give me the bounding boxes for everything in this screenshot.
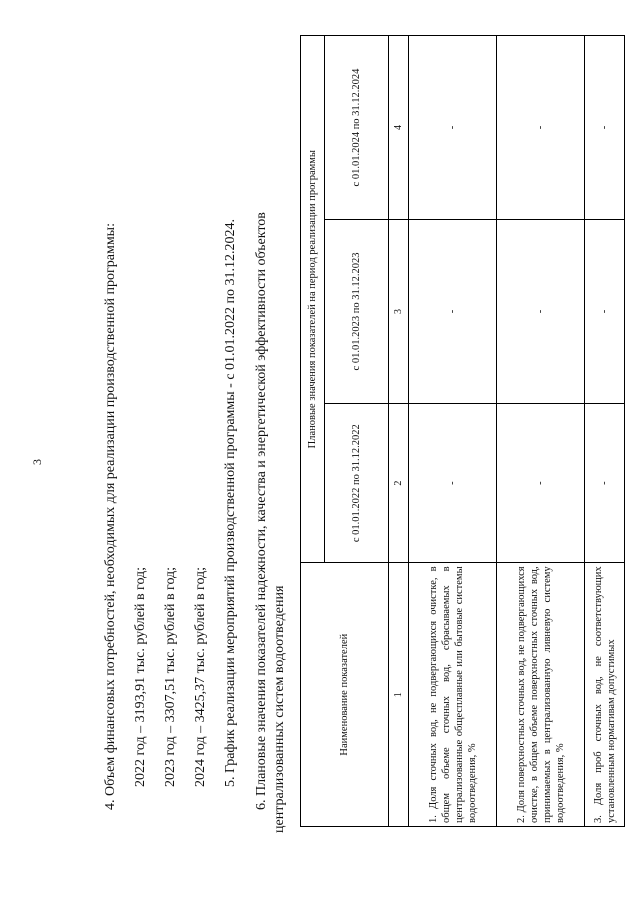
item5: 5. График реализации мероприятий производственной программы - с 01.01.2022 по 31.12.2024. xyxy=(223,218,238,787)
col-number: 1 xyxy=(389,563,409,827)
row-value: - xyxy=(409,220,497,404)
col-number: 3 xyxy=(389,220,409,404)
item6-line1: 6. Плановые значения показателей надежности, качества и энергетической эффективности объектов xyxy=(254,212,269,810)
table-row xyxy=(497,36,585,827)
row-value: - xyxy=(497,220,585,404)
item6-line2: централизованных систем водоотведения xyxy=(272,585,287,833)
item4-title: 4. Объем финансовых потребностей, необходимых для реализации производственной программы: xyxy=(103,223,118,810)
row-value: - xyxy=(409,403,497,562)
header-group: Плановые значения показателей на период реализации программы xyxy=(301,36,325,563)
table-row xyxy=(585,36,625,827)
header-period-2023: с 01.01.2023 по 31.12.2023 xyxy=(325,220,389,404)
row-value: - xyxy=(409,36,497,220)
header-name: Наименование показателей xyxy=(301,563,389,827)
row-name: 3. Доля проб сточных вод, не соответствующих установленным нормативам допустимых xyxy=(585,563,625,827)
row-value: - xyxy=(497,403,585,562)
row-value: - xyxy=(585,403,625,562)
row-value: - xyxy=(585,36,625,220)
row-value: - xyxy=(585,220,625,404)
indicators-table xyxy=(300,35,625,827)
row-value: - xyxy=(497,36,585,220)
table-row xyxy=(409,36,497,827)
col-number: 4 xyxy=(389,36,409,220)
item4-year-2022: 2022 год – 3193,91 тыс. рублей в год; xyxy=(133,566,148,787)
header-period-2024: с 01.01.2024 по 31.12.2024 xyxy=(325,36,389,220)
col-number: 2 xyxy=(389,403,409,562)
row-name: 1. Доля сточных вод, не подвергающихся очистке, в общем объеме сточных вод, сбрасываемых в централизованные общесплавные или бытовые системы водоотведения, % xyxy=(409,563,497,827)
page-number: 3 xyxy=(30,459,44,465)
item4-year-2023: 2023 год – 3307,51 тыс. рублей в год; xyxy=(163,566,178,787)
row-name: 2. Доля поверхностных сточных вод, не подвергающихся очистке, в общем объеме поверхностных сточных вод, принимаемых в централизованную ливневую систему водоотведения, % xyxy=(497,563,585,827)
header-period-2022: с 01.01.2022 по 31.12.2022 xyxy=(325,403,389,562)
item6-paragraph xyxy=(253,90,289,833)
item4-year-2024: 2024 год – 3425,37 тыс. рублей в год; xyxy=(193,566,208,787)
